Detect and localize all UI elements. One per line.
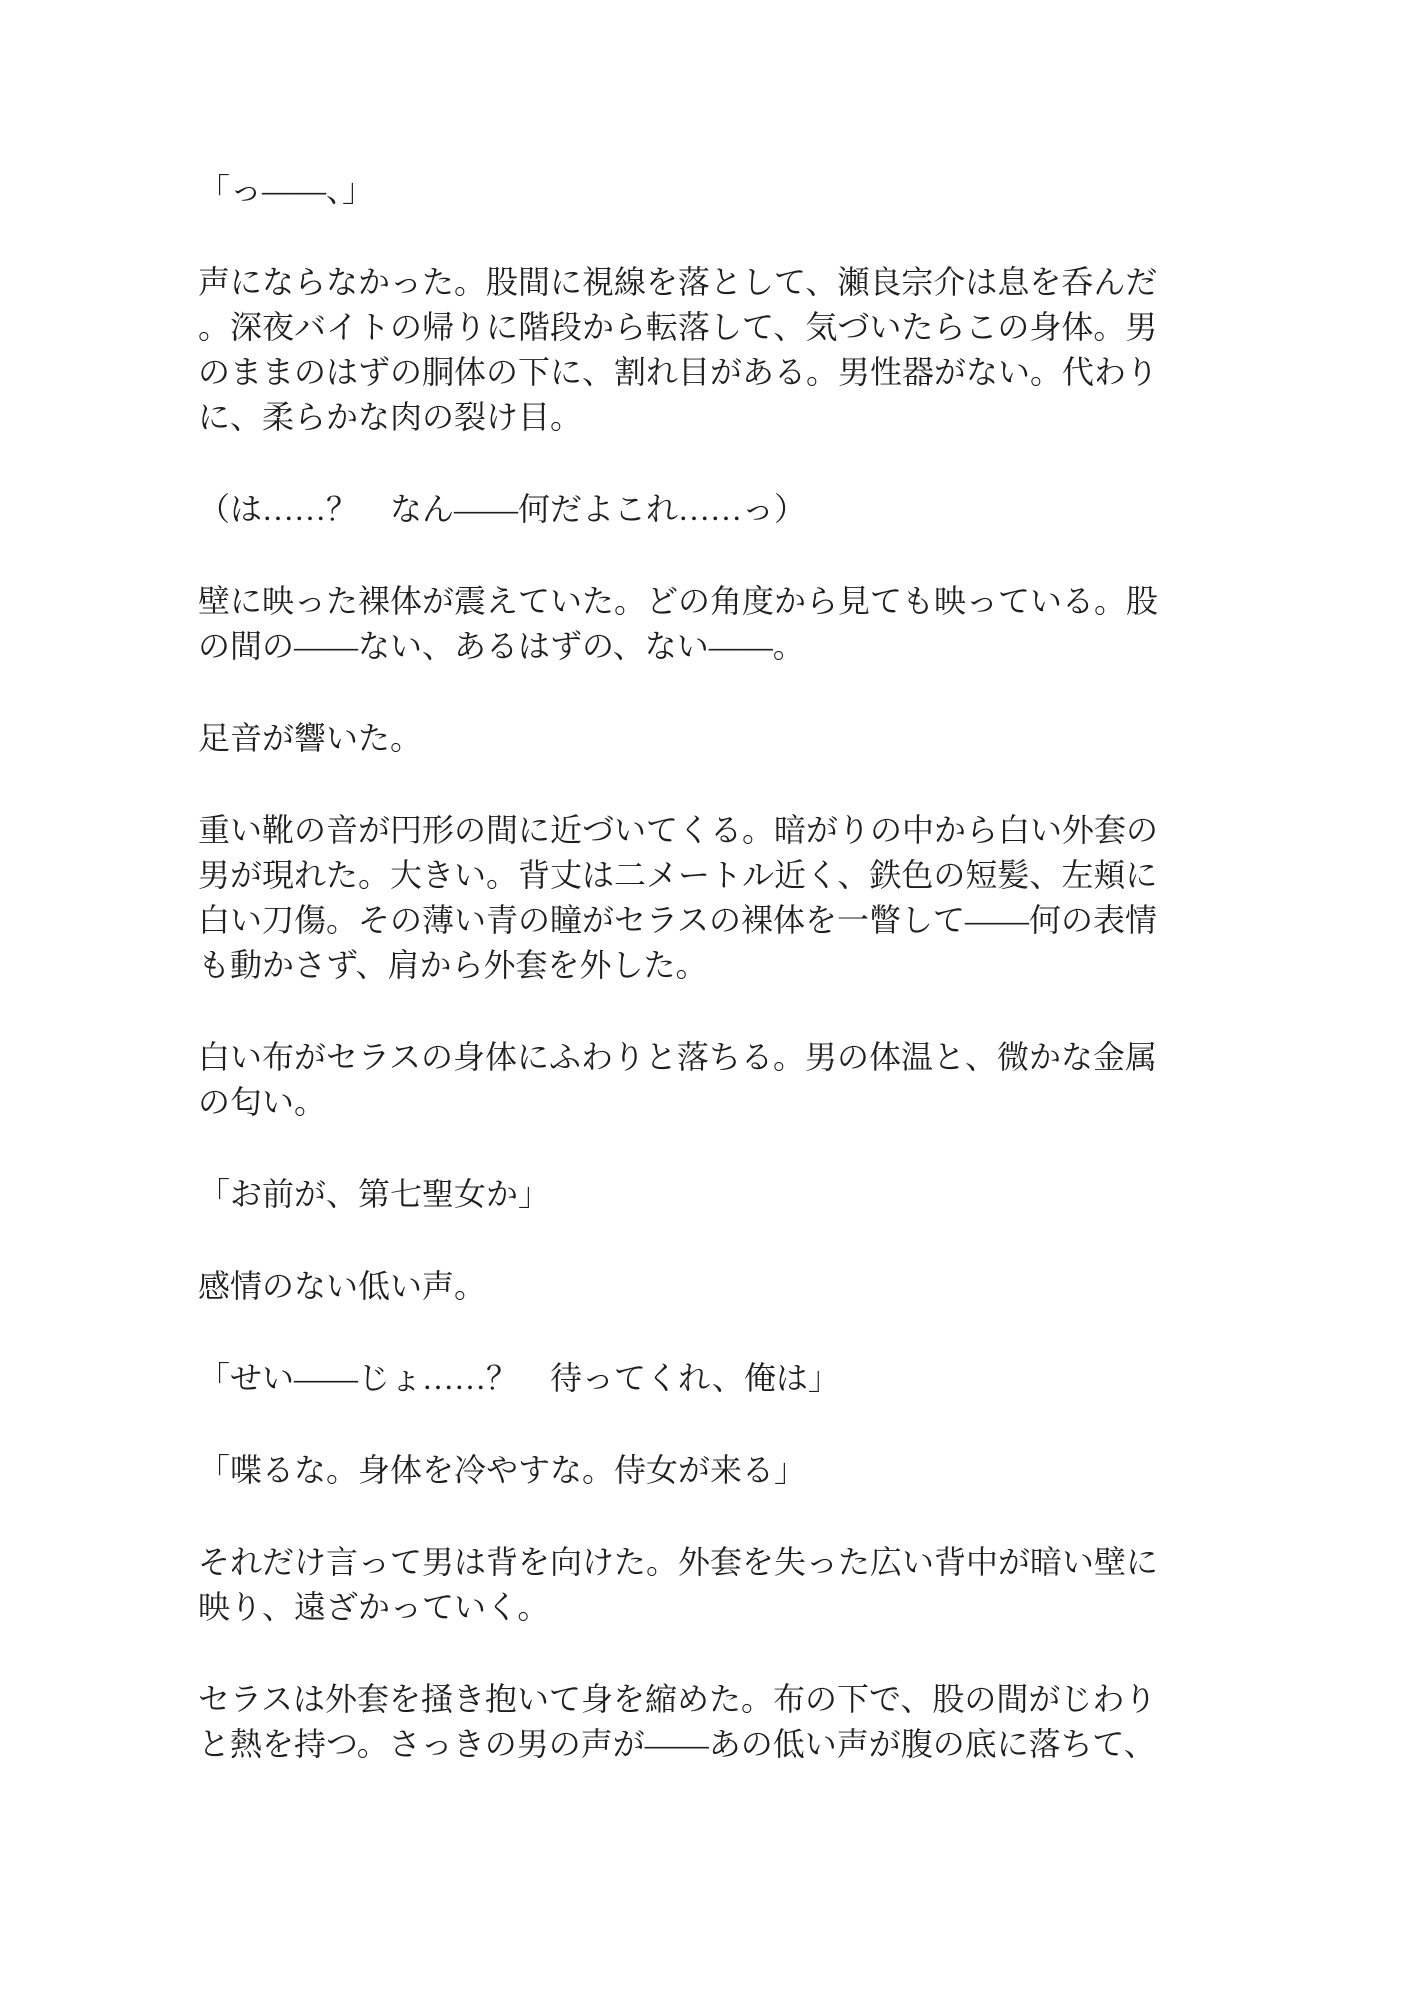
text-line: 重い靴の音が円形の間に近づいてくる。暗がりの中から白い外套の <box>198 812 1159 848</box>
text-line: 。深夜バイトの帰りに階段から転落して、気づいたらこの身体。男 <box>198 309 1158 345</box>
paragraph-inner-thought <box>198 487 1183 532</box>
text-line: それだけ言って男は背を向けた。外套を失った広い背中が暗い壁に <box>198 1544 1159 1580</box>
text-line: 男が現れた。大きい。背丈は二メートル近く、鉄色の短髪、左頬に <box>198 857 1158 893</box>
paragraph-narration-footsteps <box>198 716 1183 761</box>
text-line: の間の——ない、あるはずの、ない——。 <box>198 628 805 664</box>
text-line: に、柔らかな肉の裂け目。 <box>198 399 583 435</box>
text-line: 「お前が、第七聖女か」 <box>198 1176 551 1212</box>
paragraph-narration-voice <box>198 1264 1183 1309</box>
text-line: 「喋るな。身体を冷やすな。侍女が来る」 <box>198 1452 807 1488</box>
text-line: 声にならなかった。股間に視線を落として、瀬良宗介は息を呑んだ <box>198 264 1158 300</box>
text-line: （は……？ なん——何だよこれ……っ） <box>198 491 807 527</box>
text-line: 壁に映った裸体が震えていた。どの角度から見ても映っている。股 <box>198 583 1159 619</box>
paragraph-narration-departure <box>198 1540 1183 1630</box>
paragraph-dialogue-man-reply <box>198 1448 1183 1493</box>
text-line: 「っ——、」 <box>198 172 375 208</box>
paragraph-dialogue-man <box>198 1172 1183 1217</box>
text-line: 感情のない低い声。 <box>198 1268 487 1304</box>
text-line: のままのはずの胴体の下に、割れ目がある。男性器がない。代わり <box>198 354 1159 390</box>
paragraph-gasp-dialogue <box>198 168 1183 213</box>
text-line: も動かさず、肩から外套を外した。 <box>198 947 708 983</box>
paragraph-narration-cloak <box>198 1035 1183 1125</box>
paragraph-narration-mirror <box>198 579 1183 669</box>
paragraph-dialogue-protagonist <box>198 1356 1183 1401</box>
novel-page <box>198 168 1183 1814</box>
text-line: 足音が響いた。 <box>198 720 423 756</box>
paragraph-narration-warmth <box>198 1677 1183 1767</box>
paragraph-narration-man-appears <box>198 808 1183 988</box>
text-line: 「せい——じょ……？ 待ってくれ、俺は」 <box>198 1360 840 1396</box>
text-line: と熱を持つ。さっきの男の声が——あの低い声が腹の底に落ちて、 <box>198 1726 1156 1762</box>
text-line: 映り、遠ざかっていく。 <box>198 1589 550 1625</box>
text-line: 白い刀傷。その薄い青の瞳がセラスの裸体を一瞥して——何の表情 <box>198 902 1158 938</box>
text-line: の匂い。 <box>198 1084 327 1120</box>
text-line: セラスは外套を掻き抱いて身を縮めた。布の下で、股の間がじわり <box>198 1681 1157 1717</box>
paragraph-narration-awakening <box>198 260 1183 440</box>
text-line: 白い布がセラスの身体にふわりと落ちる。男の体温と、微かな金属 <box>198 1039 1158 1075</box>
